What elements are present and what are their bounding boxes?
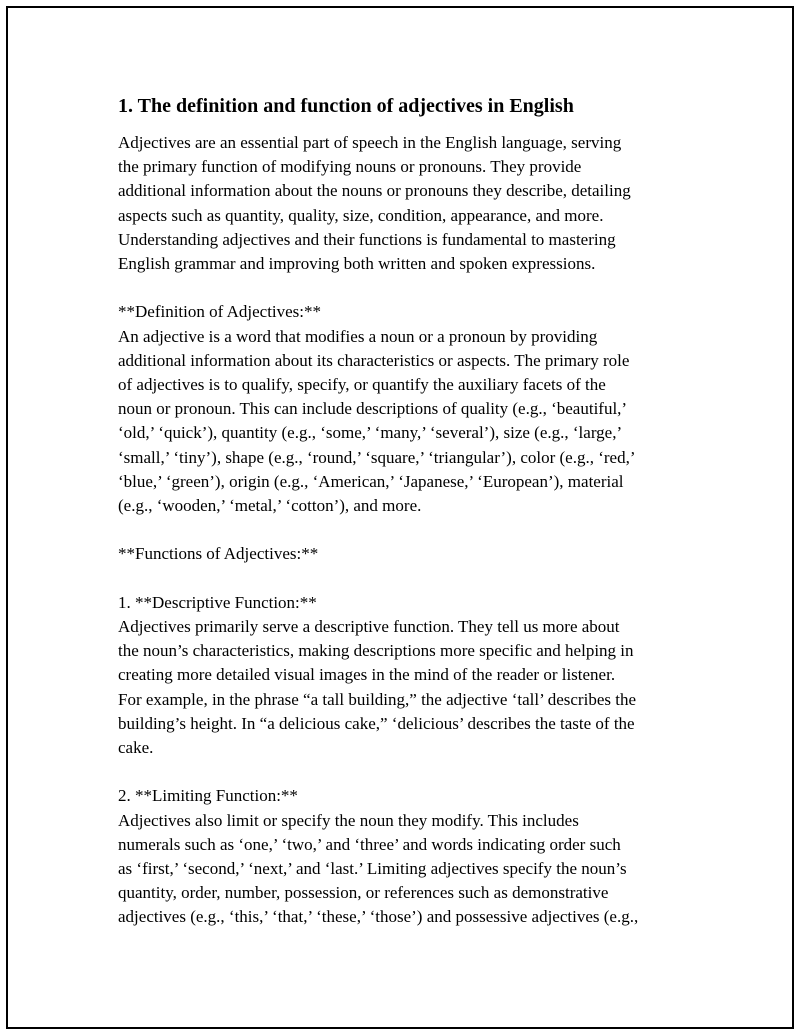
section-heading: 1. The definition and function of adjectives in English	[118, 95, 574, 117]
document-body	[118, 92, 698, 930]
descriptive-function-paragraph: 1. **Descriptive Function:** Adjectives primarily serve a descriptive function. They tell us more about the noun’s characteristics, making descriptions more specific and helping in creating more detailed visual images in the mind of the reader or listener. For example, in the phrase “a tall building,” the adjective ‘tall’ describes the building’s height. In “a delicious cake,” ‘delicious’ describes the taste of the cake.	[118, 592, 636, 758]
functions-heading-paragraph: **Functions of Adjectives:**	[118, 544, 319, 564]
definition-paragraph: **Definition of Adjectives:** An adjective is a word that modifies a noun or a pronoun by providing additional information about its characteristics or aspects. The primary role of adjectives is to qualify, specify, or quantify the auxiliary facets of the noun or pronoun. This can include descriptions of quality (e.g., ‘beautiful,’ ‘old,’ ‘quick’), quantity (e.g., ‘some,’ ‘many,’ ‘several’), size (e.g., ‘large,’ ‘small,’ ‘tiny’), shape (e.g., ‘round,’ ‘square,’ ‘triangular’), color (e.g., ‘red,’ ‘blue,’ ‘green’), origin (e.g., ‘American,’ ‘Japanese,’ ‘European’), material (e.g., ‘wooden,’ ‘metal,’ ‘cotton’), and more.	[118, 302, 636, 516]
limiting-function-paragraph: 2. **Limiting Function:** Adjectives also limit or specify the noun they modify. This includes numerals such as ‘one,’ ‘two,’ and ‘three’ and words indicating order such as ‘first,’ ‘second,’ ‘next,’ and ‘last.’ Limiting adjectives specify the noun’s quantity, order, number, possession, or references such as demonstrative adjectives (e.g., ‘this,’ ‘that,’ ‘these,’ ‘those’) and possessive adjectives (e.g.,	[118, 786, 639, 927]
intro-paragraph: Adjectives are an essential part of speech in the English language, serving the primary function of modifying nouns or pronouns. They provide additional information about the nouns or pronouns they describe, detailing aspects such as quantity, quality, size, condition, appearance, and more. Understanding adjectives and their functions is fundamental to mastering English grammar and improving both written and spoken expressions.	[118, 133, 631, 274]
